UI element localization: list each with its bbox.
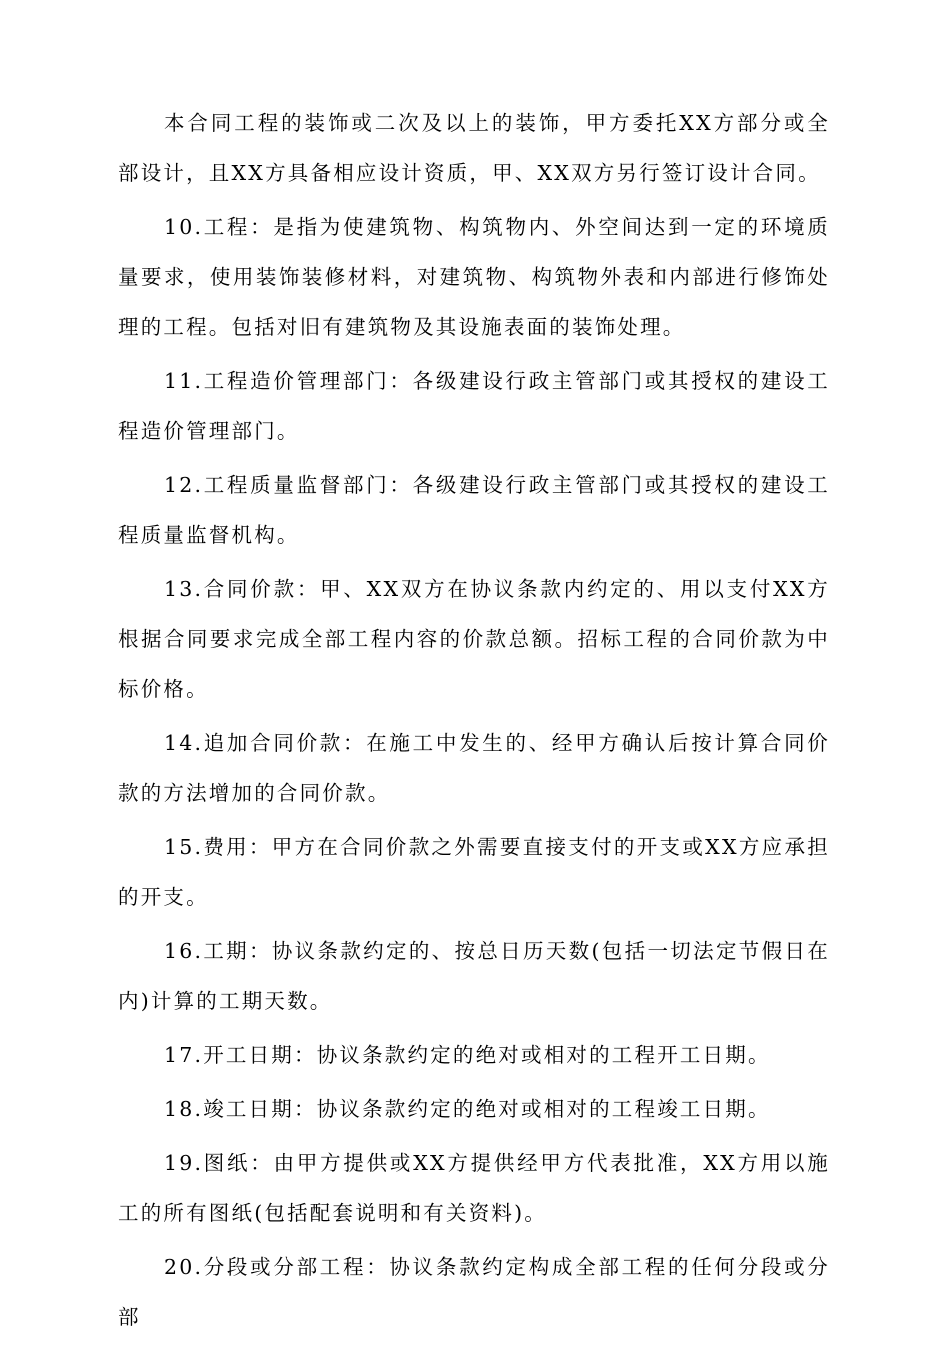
paragraph-19-drawings: 19.图纸：由甲方提供或XX方提供经甲方代表批准，XX方用以施工的所有图纸(包括配套说明和有关资料)。	[118, 1151, 830, 1225]
paragraph-15-expenses: 15.费用：甲方在合同价款之外需要直接支付的开支或XX方应承担的开支。	[118, 835, 830, 909]
document-body	[118, 98, 830, 1346]
paragraph-20-sections: 20.分段或分部工程：协议条款约定构成全部工程的任何分段或分部	[118, 1255, 830, 1329]
paragraph-10-engineering: 10.工程：是指为使建筑物、构筑物内、外空间达到一定的环境质量要求，使用装饰装修材料，对建筑物、构筑物外表和内部进行修饰处理的工程。包括对旧有建筑物及其设施表面的装饰处理。	[118, 215, 830, 339]
paragraph-13-contract-price: 13.合同价款：甲、XX双方在协议条款内约定的、用以支付XX方根据合同要求完成全部工程内容的价款总额。招标工程的合同价款为中标价格。	[118, 577, 830, 701]
paragraph-design-contract: 本合同工程的装饰或二次及以上的装饰，甲方委托XX方部分或全部设计，且XX方具备相应设计资质，甲、XX双方另行签订设计合同。	[118, 111, 830, 185]
paragraph-16-duration: 16.工期：协议条款约定的、按总日历天数(包括一切法定节假日在内)计算的工期天数。	[118, 939, 830, 1013]
paragraph-11-cost-management: 11.工程造价管理部门：各级建设行政主管部门或其授权的建设工程造价管理部门。	[118, 369, 830, 443]
paragraph-17-start-date: 17.开工日期：协议条款约定的绝对或相对的工程开工日期。	[164, 1043, 771, 1067]
paragraph-14-additional-price: 14.追加合同价款：在施工中发生的、经甲方确认后按计算合同价款的方法增加的合同价款。	[118, 731, 830, 805]
paragraph-18-completion-date: 18.竣工日期：协议条款约定的绝对或相对的工程竣工日期。	[164, 1097, 771, 1121]
paragraph-12-quality-supervision: 12.工程质量监督部门：各级建设行政主管部门或其授权的建设工程质量监督机构。	[118, 473, 830, 547]
